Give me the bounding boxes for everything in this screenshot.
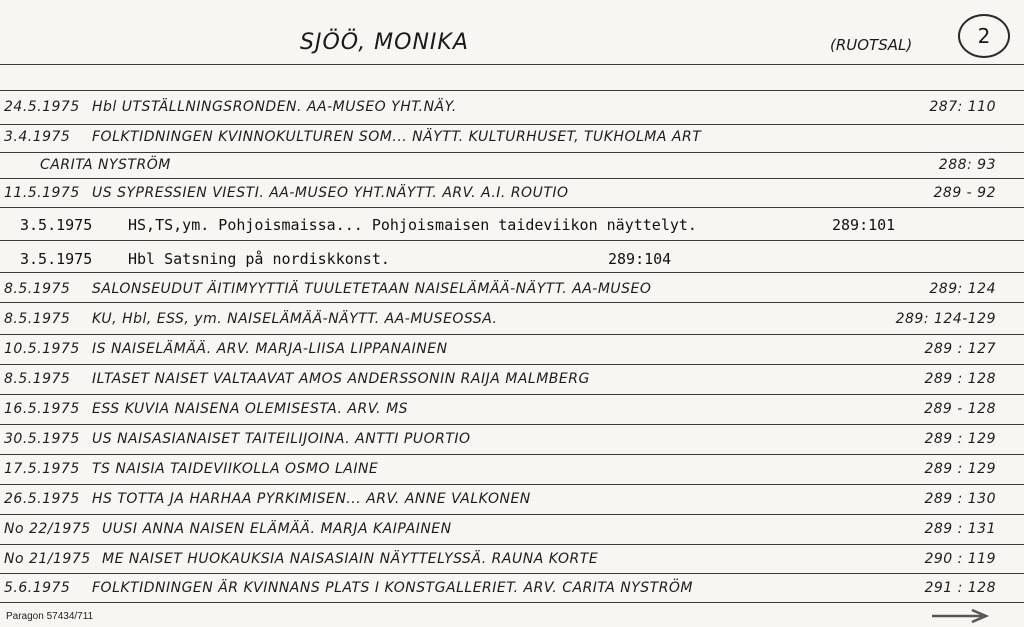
entry-date: 8.5.1975 [4,311,71,327]
rule-line [0,364,1024,365]
entry-date: 26.5.1975 [4,491,80,507]
entry-text: HS TOTTA JA HARHAA PYRKIMISEN... ARV. ANNE VALKONEN [92,491,531,507]
entry-date: 5.6.1975 [4,580,71,596]
entry-text: KU, Hbl, ESS, ym. NAISELÄMÄÄ-NÄYTT. AA-MUSEOSSA. [92,311,498,327]
entry-text: UUSI ANNA NAISEN ELÄMÄÄ. MARJA KAIPAINEN [102,521,452,537]
entry-ref: 289 : 130 [924,491,996,507]
entry-text: TS NAISIA TAIDEVIIKOLLA OSMO LAINE [92,461,379,477]
entry-text: Hbl Satsning på nordiskkonst. [128,250,390,268]
entry-date: 30.5.1975 [4,431,80,447]
entry-text: ESS KUVIA NAISENA OLEMISESTA. ARV. MS [92,401,409,417]
entry-ref: 289: 124-129 [895,311,996,327]
entry-text: HS,TS,ym. Pohjoismaissa... Pohjoismaisen taideviikon näyttelyt. [128,216,697,234]
entry-date: 11.5.1975 [4,185,80,201]
rule-line [0,124,1024,125]
entry-ref: 289 : 127 [924,341,996,357]
rule-line [0,484,1024,485]
rule-line [0,178,1024,179]
entry-ref: 290 : 119 [924,551,996,567]
entry-text: FOLKTIDNINGEN KVINNOKULTUREN SOM... NÄYTT. KULTURHUSET, TUKHOLMA ART [92,129,702,145]
entry-ref: 289 : 129 [924,461,996,477]
entry-text: Hbl UTSTÄLLNINGSRONDEN. AA-MUSEO YHT.NÄY. [92,99,457,115]
entry-text: US NAISASIANAISET TAITEILIJOINA. ANTTI PUORTIO [92,431,471,447]
rule-line [0,207,1024,208]
page-number-circle [958,14,1010,58]
entry-text: US SYPRESSIEN VIESTI. AA-MUSEO YHT.NÄYTT. ARV. A.I. ROUTIO [92,185,569,201]
rule-line [0,152,1024,153]
rule-line [0,272,1024,273]
continue-arrow-icon [930,608,990,624]
entry-date: No 22/1975 [4,521,91,537]
entry-text: ILTASET NAISET VALTAAVAT AMOS ANDERSSONIN RAIJA MALMBERG [92,371,590,387]
rule-line [0,454,1024,455]
rule-line [0,544,1024,545]
entry-ref: 289 : 128 [924,371,996,387]
entry-ref: 291 : 128 [924,580,996,596]
rule-line [0,573,1024,574]
entry-date: 10.5.1975 [4,341,80,357]
entry-date: 8.5.1975 [4,281,71,297]
entry-date: 8.5.1975 [4,371,71,387]
entry-ref: 289:104 [608,250,672,268]
entry-ref: 289: 124 [929,281,996,297]
rule-line [0,334,1024,335]
rule-line [0,240,1024,241]
entry-date: 3.4.1975 [4,129,71,145]
entry-text: IS NAISELÄMÄÄ. ARV. MARJA-LIISA LIPPANAINEN [92,341,448,357]
entry-date: 3.5.1975 [20,250,93,268]
entry-text: ME NAISET HUOKAUKSIA NAISASIAIN NÄYTTELYSSÄ. RAUNA KORTE [102,551,599,567]
card-title: SJÖÖ, MONIKA [300,30,469,55]
entry-ref: 289 : 131 [924,521,996,537]
entry-date: 17.5.1975 [4,461,80,477]
entry-date: 16.5.1975 [4,401,80,417]
entry-text: CARITA NYSTRÖM [40,157,171,173]
rule-line [0,514,1024,515]
entry-ref: 289 - 128 [924,401,996,417]
entry-date: No 21/1975 [4,551,91,567]
page-number: 2 [977,24,991,48]
entry-date: 3.5.1975 [20,216,93,234]
entry-ref: 289 - 92 [933,185,996,201]
rule-line [0,302,1024,303]
entry-date: 24.5.1975 [4,99,80,115]
printer-mark: Paragon 57434/711 [6,611,94,622]
rule-line [0,394,1024,395]
entry-ref: 289 : 129 [924,431,996,447]
rule-line [0,90,1024,91]
entry-text: SALONSEUDUT ÄITIMYYTTIÄ TUULETETAAN NAISELÄMÄÄ-NÄYTT. AA-MUSEO [92,281,652,297]
rule-line [0,602,1024,603]
entry-ref: 289:101 [832,216,896,234]
language-note: (RUOTSAL) [830,36,913,54]
entry-ref: 288: 93 [938,157,996,173]
rule-line [0,64,1024,65]
rule-line [0,424,1024,425]
entry-text: FOLKTIDNINGEN ÄR KVINNANS PLATS I KONSTGALLERIET. ARV. CARITA NYSTRÖM [92,580,694,596]
entry-ref: 287: 110 [929,99,996,115]
